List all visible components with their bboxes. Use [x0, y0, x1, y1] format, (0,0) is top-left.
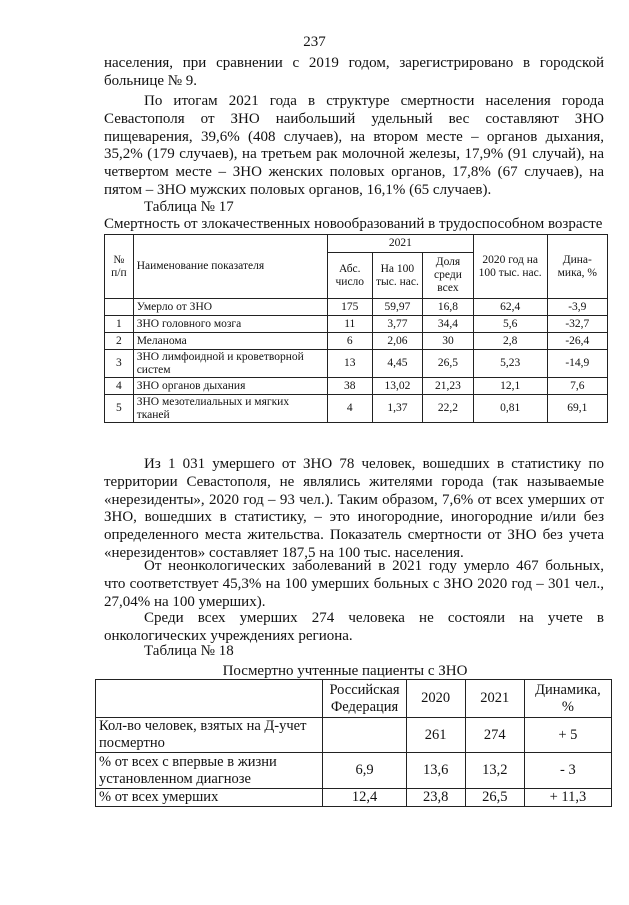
t17-header-dyn: Дина-мика, %: [547, 235, 607, 299]
cell-2021: 13,2: [465, 753, 524, 789]
cell-share: 30: [423, 333, 474, 350]
cell-num: [105, 299, 134, 316]
table-row: [105, 395, 608, 423]
paragraph-3: Из 1 031 умершего от ЗНО 78 человек, вошедших в статистику по территории Севастополя, не являлись жителями города (так называемые «нерезиденты», 2020 год – 93 чел.). Таким образом, 7,6% от всех умерших от ЗНО, вошедших в статистику, – это иногородние, иногородние и/или без определенного места жительства. Показатель смертности от ЗНО без учета «нерезидентов» составляет 187,5 на 100 тыс. населения.: [104, 456, 604, 561]
cell-dyn: -32,7: [547, 316, 607, 333]
cell-dyn: -14,9: [547, 350, 607, 378]
table18-number: Таблица № 18: [144, 643, 234, 659]
cell-rf: 12,4: [323, 789, 406, 807]
table-row: [105, 378, 608, 395]
cell-num: 3: [105, 350, 134, 378]
t17-header-num: № п/п: [105, 235, 134, 299]
cell-num: 1: [105, 316, 134, 333]
cell-prev: 62,4: [473, 299, 547, 316]
cell-share: 21,23: [423, 378, 474, 395]
cell-2020: 261: [406, 718, 465, 753]
t17-header-year: 2021: [327, 235, 473, 253]
cell-per100: 4,45: [372, 350, 423, 378]
t18-header-dyn: Динамика, %: [524, 680, 611, 718]
cell-2020: 23,8: [406, 789, 465, 807]
cell-share: 34,4: [423, 316, 474, 333]
t18-header-name: [96, 680, 323, 718]
cell-share: 26,5: [423, 350, 474, 378]
cell-name: % от всех с впервые в жизни установленном диагнозе: [96, 753, 323, 789]
cell-per100: 59,97: [372, 299, 423, 316]
t18-header-rf: Российская Федерация: [323, 680, 406, 718]
cell-abs: 4: [327, 395, 372, 423]
table-row: [96, 789, 612, 807]
cell-rf: [323, 718, 406, 753]
cell-name: ЗНО органов дыхания: [133, 378, 327, 395]
cell-dyn: 69,1: [547, 395, 607, 423]
paragraph-4: От неонкологических заболеваний в 2021 году умерло 467 больных, что соответствует 45,3% на 100 умерших больных с ЗНО 2020 год – 301 чел., 27,04% на 100 умерших).: [104, 558, 604, 610]
cell-2020: 13,6: [406, 753, 465, 789]
cell-num: 2: [105, 333, 134, 350]
cell-prev: 5,6: [473, 316, 547, 333]
cell-dyn: -26,4: [547, 333, 607, 350]
cell-abs: 38: [327, 378, 372, 395]
table-row: [96, 718, 612, 753]
table-row: [96, 753, 612, 789]
cell-num: 4: [105, 378, 134, 395]
cell-name: Кол-во человек, взятых на Д-учет посмертно: [96, 718, 323, 753]
cell-dyn: -3,9: [547, 299, 607, 316]
paragraph-2: По итогам 2021 года в структуре смертности населения города Севастополя от ЗНО наибольший удельный вес составляют ЗНО пищеварения, 39,6% (408 случаев), на втором месте – органов дыхания, 35,2% (179 случаев), на третьем рак молочной железы, 17,9% (91 случай), на четвертом месте – ЗНО женских половых органов, 17,8% (67 случаев), на пятом – ЗНО мужских половых органов, 16,1% (65 случаев).: [104, 93, 604, 198]
cell-dyn: - 3: [524, 753, 611, 789]
cell-per100: 3,77: [372, 316, 423, 333]
cell-prev: 2,8: [473, 333, 547, 350]
t17-header-share: Доля среди всех: [423, 253, 474, 299]
cell-per100: 13,02: [372, 378, 423, 395]
t17-header-prev: 2020 год на 100 тыс. нас.: [473, 235, 547, 299]
cell-abs: 6: [327, 333, 372, 350]
cell-name: Умерло от ЗНО: [133, 299, 327, 316]
cell-2021: 274: [465, 718, 524, 753]
t18-header-2020: 2020: [406, 680, 465, 718]
table18-title: Посмертно учтенные пациенты с ЗНО: [222, 663, 468, 679]
cell-name: ЗНО лимфоидной и кроветворной систем: [133, 350, 327, 378]
cell-dyn: + 5: [524, 718, 611, 753]
table-row: [105, 333, 608, 350]
cell-dyn: + 11,3: [524, 789, 611, 807]
t18-header-2021: 2021: [465, 680, 524, 718]
cell-name: % от всех умерших: [96, 789, 323, 807]
cell-name: Меланома: [133, 333, 327, 350]
table-row: [105, 299, 608, 316]
paragraph-1: населения, при сравнении с 2019 годом, зарегистрировано в городской больнице № 9.: [104, 55, 604, 89]
cell-share: 16,8: [423, 299, 474, 316]
table-17: [104, 234, 608, 423]
t17-header-name: Наименование показателя: [133, 235, 327, 299]
table-row: [105, 316, 608, 333]
cell-prev: 0,81: [473, 395, 547, 423]
t17-header-per100: На 100 тыс. нас.: [372, 253, 423, 299]
cell-prev: 5,23: [473, 350, 547, 378]
table17-number: Таблица № 17: [144, 199, 234, 215]
cell-share: 22,2: [423, 395, 474, 423]
page-number: 237: [303, 34, 326, 50]
cell-abs: 11: [327, 316, 372, 333]
cell-abs: 13: [327, 350, 372, 378]
cell-per100: 1,37: [372, 395, 423, 423]
table-18: [95, 679, 612, 807]
cell-prev: 12,1: [473, 378, 547, 395]
paragraph-5: Среди всех умерших 274 человека не состояли на учете в онкологических учреждениях региона.: [104, 610, 604, 644]
cell-per100: 2,06: [372, 333, 423, 350]
cell-rf: 6,9: [323, 753, 406, 789]
cell-2021: 26,5: [465, 789, 524, 807]
cell-name: ЗНО мезотелиальных и мягких тканей: [133, 395, 327, 423]
cell-num: 5: [105, 395, 134, 423]
table-row: [105, 350, 608, 378]
cell-name: ЗНО головного мозга: [133, 316, 327, 333]
cell-abs: 175: [327, 299, 372, 316]
cell-dyn: 7,6: [547, 378, 607, 395]
table17-title: Смертность от злокачественных новообразований в трудоспособном возрасте: [104, 216, 603, 232]
t17-header-abs: Абс. число: [327, 253, 372, 299]
